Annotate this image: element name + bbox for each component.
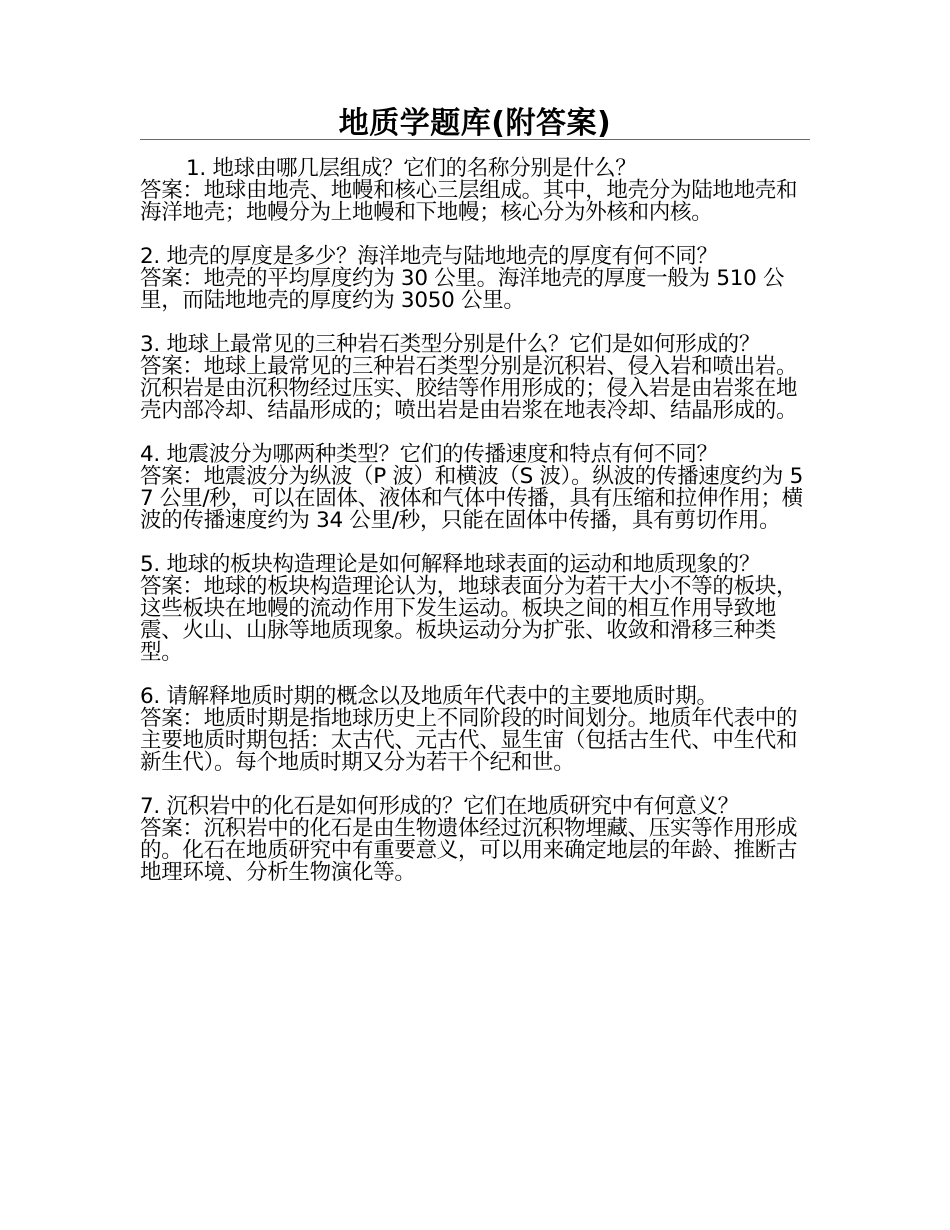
question-6: 6. 请解释地质时期的概念以及地质年代表中的主要地质时期。	[140, 684, 718, 709]
answer-7: 答案：沉积岩中的化石是由生物遗体经过沉积物埋藏、压实等作用形成的。化石在地质研究中有重要意义，可以用来确定地层的年龄、推断古地理环境、分析生物演化等。	[140, 816, 798, 885]
answer-3: 答案：地球上最常见的三种岩石类型分别是沉积岩、侵入岩和喷出岩。沉积岩是由沉积物经过压实、胶结等作用形成的；侵入岩是由岩浆在地壳内部冷却、结晶形成的；喷出岩是由岩浆在地表冷却、结晶形成的。	[140, 354, 798, 423]
qa-item-6	[140, 686, 810, 774]
answer-4: 答案：地震波分为纵波（P 波）和横波（S 波）。纵波的传播速度约为 57 公里/秒，可以在固体、液体和气体中传播，具有压缩和拉伸作用；横波的传播速度约为 34 公里/秒，只能在固体中传播，具有剪切作用。	[140, 464, 804, 533]
answer-6: 答案：地质时期是指地球历史上不同阶段的时间划分。地质年代表中的主要地质时期包括：太古代、元古代、显生宙（包括古生代、中生代和新生代）。每个地质时期又分为若干个纪和世。	[140, 706, 798, 775]
question-5: 5. 地球的板块构造理论是如何解释地球表面的运动和地质现象的？	[140, 552, 761, 577]
question-3: 3. 地球上最常见的三种岩石类型分别是什么？它们是如何形成的？	[140, 332, 761, 357]
question-7: 7. 沉积岩中的化石是如何形成的？它们在地质研究中有何意义？	[140, 794, 739, 819]
qa-item-3	[140, 334, 810, 422]
qa-item-2	[140, 246, 810, 312]
qa-list	[140, 158, 810, 906]
title-underline	[140, 139, 810, 140]
answer-5: 答案：地球的板块构造理论认为，地球表面分为若干大小不等的板块，这些板块在地幔的流动作用下发生运动。板块之间的相互作用导致地震、火山、山脉等地质现象。板块运动分为扩张、收敛和滑移三种类型。	[140, 574, 798, 665]
document-title: 地质学题库(附答案)	[338, 106, 612, 141]
answer-2: 答案：地壳的平均厚度约为 30 公里。海洋地壳的厚度一般为 510 公里，而陆地地壳的厚度约为 3050 公里。	[140, 266, 785, 313]
qa-item-7	[140, 796, 810, 884]
question-2: 2. 地壳的厚度是多少？海洋地壳与陆地地壳的厚度有何不同？	[140, 244, 718, 269]
qa-item-1	[140, 158, 810, 224]
qa-item-5	[140, 554, 810, 664]
answer-1: 答案：地球由地壳、地幔和核心三层组成。其中，地壳分为陆地地壳和海洋地壳；地幔分为上地幔和下地幔；核心分为外核和内核。	[140, 178, 798, 225]
question-1: 1. 地球由哪几层组成？它们的名称分别是什么？	[186, 156, 637, 181]
question-4: 4. 地震波分为哪两种类型？它们的传播速度和特点有何不同？	[140, 442, 718, 467]
qa-item-4	[140, 444, 810, 532]
